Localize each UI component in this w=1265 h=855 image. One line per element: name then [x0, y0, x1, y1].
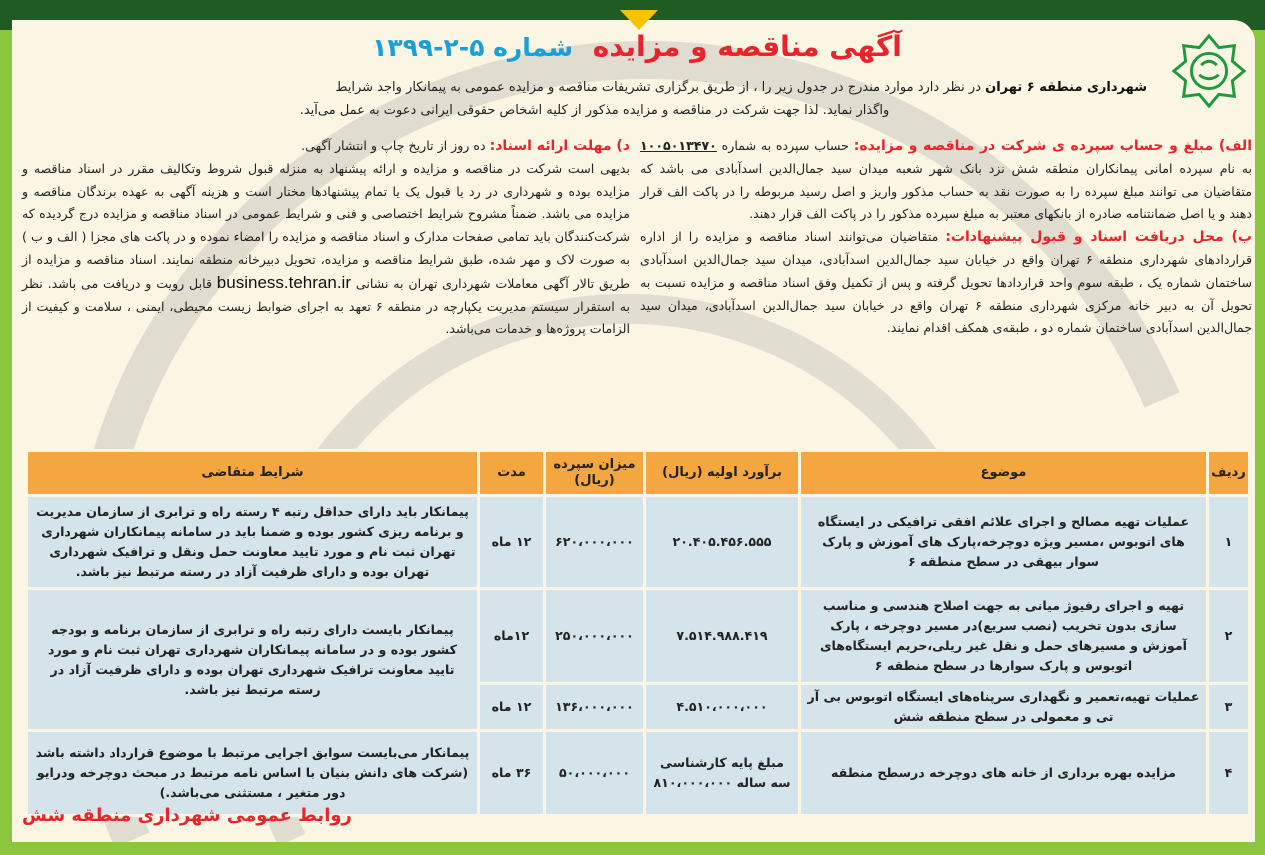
- intro-line-2: واگذار نماید. لذا جهت شرکت در مناقصه و مزایده مذکور از کلیه اشخاص حقوقی ایرانی دعوت به عمل می‌آید.: [299, 103, 890, 118]
- section-dal-text: ده روز از تاریخ چاپ و انتشار آگهی.: [301, 138, 490, 153]
- cell-subject: عملیات تهیه،تعمیر و نگهداری سرپناه‌های ایستگاه اتوبوس بی آر تی و معمولی در سطح منطقه شش: [800, 684, 1208, 731]
- tender-table: [25, 449, 1251, 817]
- table-row: [27, 589, 1250, 684]
- section-left-column: [22, 135, 630, 341]
- intro-line-1: در نظر دارد موارد مندرج در جدول زیر را ، از طریق برگزاری تشریفات مناقصه و مزایده عمومی به پیمانکار واجد شرایط: [335, 80, 986, 95]
- footer-signature: روابط عمومی شهرداری منطقه شش: [22, 805, 352, 826]
- section-be-heading: ب) محل دریافت اسناد و قبول پیشنهادات:: [945, 229, 1253, 246]
- cell-duration: ۱۲ ماه: [479, 496, 545, 589]
- cell-conditions: پیمانکار بایست دارای رتبه راه و ترابری از سازمان برنامه و بودجه کشور بوده و در سامانه پیمانکاران شهرداری تهران ثبت نام و مورد تایید معاونت ترافیک شهرداری تهران بوده و دارای ظرفیت آزاد در رسته مرتبط نیز باشد.: [27, 589, 479, 731]
- section-be-text: متقاضیان می‌توانند اسناد مناقصه و مزایده را از اداره قراردادهای شهرداری منطقه ۶ تهران واقع در خیابان سید جمال‌الدین اسدآبادی، میدان سید جمال‌الدین اسدآبادی ساختمان شماره یک ، طبقه سوم واحد قراردادها تحویل گرفته و پس از تکمیل وفق اسناد مناقصه و مزایده نسبت به تحویل آن به دبیر خانه مرکزی شهرداری منطقه ۶ تهران واقع در خیابان سید جمال‌الدین اسدآبادی، میدان سید جمال‌الدین اسدآبادی ساختمان شماره دو ، طبقه‌ی همکف اقدام نمایند.: [640, 229, 1252, 336]
- cell-estimate: ۲۰.۴۰۵.۴۵۶.۵۵۵: [645, 496, 800, 589]
- title-text: آگهی مناقصه و مزایده: [592, 30, 902, 63]
- section-alef-text: حساب سپرده به شماره: [716, 138, 854, 153]
- cell-subject: عملیات تهیه مصالح و اجرای علائم افقی ترافیکی در ایستگاه های اتوبوس ،مسیر ویژه دوچرخه،پارک های آموزش و پارک سوار بیهقی در سطح منطقه ۶: [800, 496, 1208, 589]
- cell-estimate: ۷.۵۱۴.۹۸۸.۴۱۹: [645, 589, 800, 684]
- cell-subject: تهیه و اجرای رفیوژ میانی به جهت اصلاح هندسی و مناسب سازی بدون تخریب (نصب سریع)در مسیر دوچرخه ، پارک آموزش و مسیرهای حمل و نقل غیر ریلی،حریم ایستگاه‌های اتوبوس و پارک سوارها در سطح منطقه ۶: [800, 589, 1208, 684]
- cell-duration: ۳۶ ماه: [479, 731, 545, 816]
- cell-no: ۱: [1208, 496, 1250, 589]
- section-dal-heading: د) مهلت ارائه اسناد:: [489, 138, 630, 154]
- section-be: [640, 226, 1252, 340]
- intro-paragraph: [42, 76, 1147, 122]
- cell-deposit: ۲۵۰،۰۰۰،۰۰۰: [545, 589, 645, 684]
- header-subject: موضوع: [800, 451, 1208, 496]
- section-right-column: [640, 135, 1252, 340]
- cell-deposit: ۵۰،۰۰۰،۰۰۰: [545, 731, 645, 816]
- table-row: [27, 731, 1250, 816]
- account-number: ۱۰۰۵۰۱۳۴۷۰: [640, 138, 717, 153]
- cell-duration: ۱۲ ماه: [479, 684, 545, 731]
- header-conditions: شرایط متقاضی: [27, 451, 479, 496]
- cell-subject: مزایده بهره برداری از خانه های دوچرخه درسطح منطقه: [800, 731, 1208, 816]
- dal-body-text-2: قابل رویت و دریافت می باشد. نظر به استقرار سیستم مدیریت یکپارچه در منطقه ۶ تعهد به اجرای ضوابط زیست محیطی، ایمنی ، سلامت و کیفیت از الزامات پروژه‌ها و خدمات می‌باشد.: [22, 275, 630, 337]
- table-header-row: [27, 451, 1250, 496]
- cell-no: ۲: [1208, 589, 1250, 684]
- cell-estimate: ۴.۵۱۰،۰۰۰،۰۰۰: [645, 684, 800, 731]
- cell-no: ۳: [1208, 684, 1250, 731]
- cell-duration: ۱۲ماه: [479, 589, 545, 684]
- tehran-municipality-logo-icon: [1170, 32, 1248, 110]
- cell-conditions: پیمانکار می‌بایست سوابق اجرایی مرتبط با موضوع قرارداد داشته باشد (شرکت های دانش بنیان با اساس نامه مرتبط در مبحث دوچرخه ودرایو دور متغیر ، مستثنی می‌باشد.): [27, 731, 479, 816]
- header-estimate: برآورد اولیه (ریال): [645, 451, 800, 496]
- cell-no: ۴: [1208, 731, 1250, 816]
- section-dal: [22, 135, 630, 158]
- section-alef-heading: الف) مبلغ و حساب سپرده ی شرکت در مناقصه و مزایده:: [853, 138, 1252, 154]
- triangle-marker: [620, 10, 658, 30]
- cell-conditions: پیمانکار باید دارای حداقل رتبه ۴ رسته راه و ترابری از سازمان مدیریت و برنامه ریزی کشور بوده و ضمنا باید در سامانه پیمانکاران شهرداری تهران ثبت نام و مورد تایید معاونت حمل ونقل و ترافیک شهرداری تهران بوده و دارای ظرفیت آزاد در رسته مرتبط نیز باشد.: [27, 496, 479, 589]
- notice-number: شماره ۵-۲-۱۳۹۹: [372, 33, 574, 62]
- header-deposit: میزان سپرده (ریال): [545, 451, 645, 496]
- intro-bold: شهرداری منطقه ۶ تهران: [985, 80, 1147, 95]
- cell-estimate: مبلغ پایه کارشناسی سه ساله ۸۱۰،۰۰۰،۰۰۰: [645, 731, 800, 816]
- table-row: [27, 496, 1250, 589]
- website-link[interactable]: business.tehran.ir: [216, 272, 351, 292]
- notice-page: [12, 20, 1255, 842]
- section-alef: [640, 135, 1252, 226]
- page-title: [212, 30, 1062, 63]
- dal-body-text: بدیهی است شرکت در مناقصه و مزایده و ارائه پیشنهاد به منزله قبول شروط وتکالیف مقرر در اسناد مناقصه و مزایده بوده و شهرداری در رد یا قبول یک یا تمام پیشنهادها مختار است و هزینه آگهی به عهده برندگان مناقصه و مزایده می باشد. ضمناً مشروح شرایط اختصاصی و فنی و شرایط عمومی در اسناد مناقصه و مزایده درج گردیده که شرکت‌کنندگان باید تمامی صفحات مدارک و اسناد مناقصه و مزایده را امضاء نموده و در پاکت های مجزا ( الف و ب ) به صورت لاک و مهر شده، طبق شرایط مناقصه و مزایده، تحویل دبیرخانه منطقه نمایند. اسناد مناقصه و مزایده از طریق تالار آگهی معاملات شهرداری تهران به نشانی: [22, 160, 630, 291]
- section-alef-text-2: به نام سپرده امانی پیمانکاران منطقه شش نزد بانک شهر شعبه میدان سید جمال‌الدین اسدآبادی می باشد که متقاضیان می توانند مبلغ سپرده را به صورت نقد به حساب مذکور واریز و اصل رسید مربوطه را در پاکت الف قرار دهند و یا اصل ضمانتنامه صادره از بانکهای معتبر به مبلغ سپرده مذکور را در پاکت الف قرار دهند.: [640, 160, 1252, 222]
- cell-deposit: ۱۳۶،۰۰۰،۰۰۰: [545, 684, 645, 731]
- section-dal-body: [22, 158, 630, 341]
- header-row-number: ردیف: [1208, 451, 1250, 496]
- cell-deposit: ۶۲۰،۰۰۰،۰۰۰: [545, 496, 645, 589]
- header-duration: مدت: [479, 451, 545, 496]
